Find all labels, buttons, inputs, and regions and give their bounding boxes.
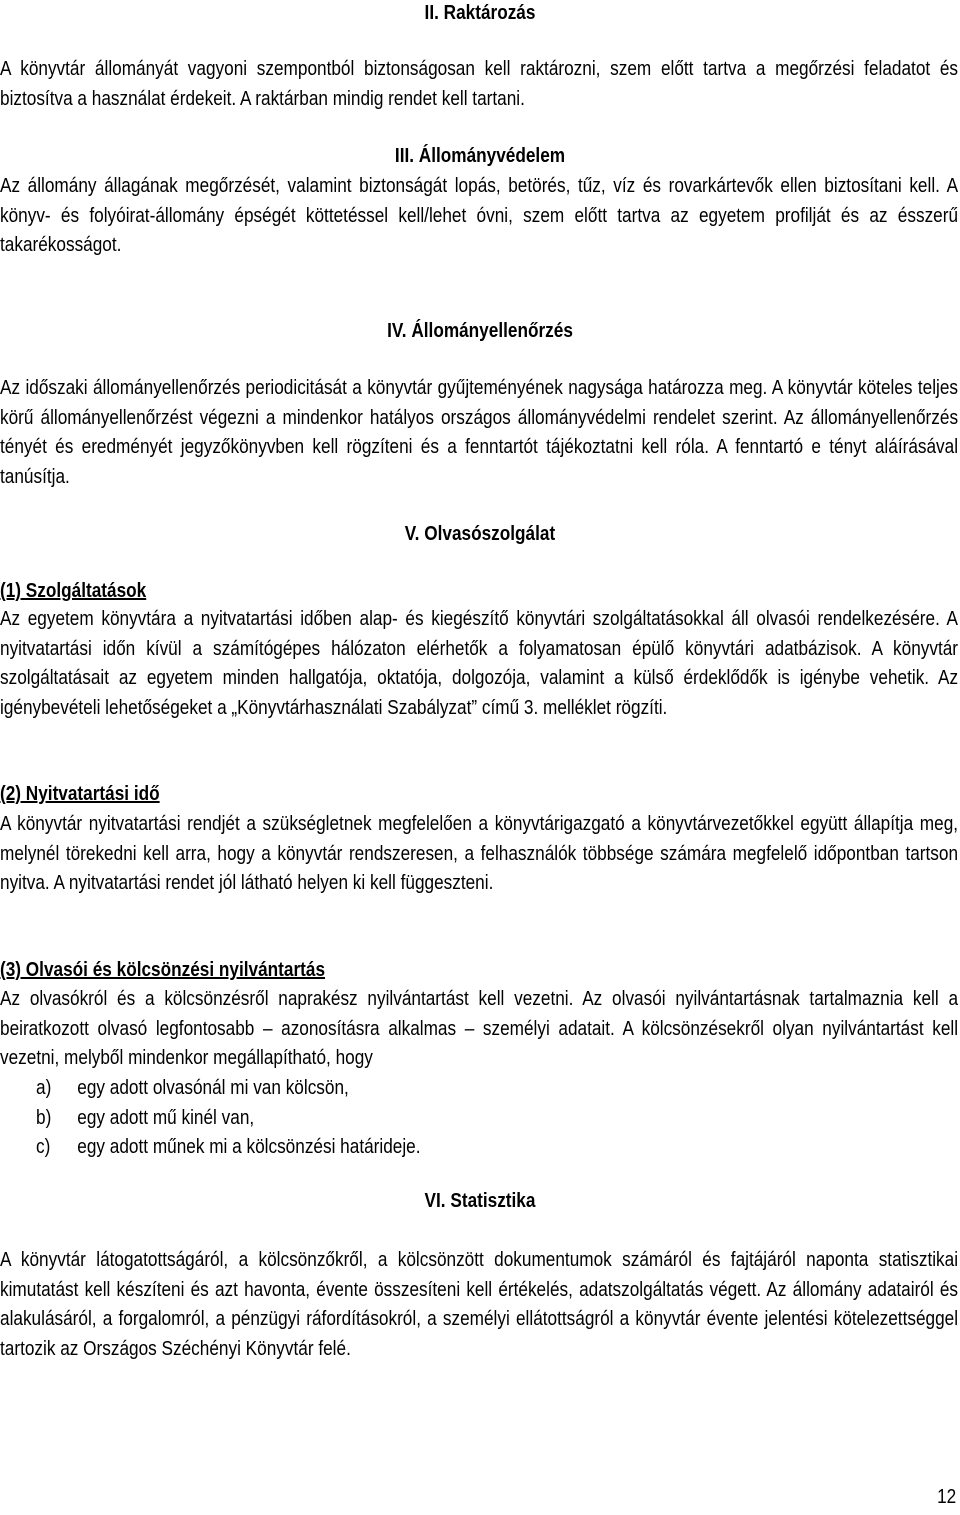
list-item-text: egy adott mű kinél van, xyxy=(77,1106,255,1129)
list-item xyxy=(36,1133,421,1163)
heading-raktarozas: II. Raktározás xyxy=(424,2,536,24)
para-nyilvantartas: Az olvasókról és a kölcsönzésről naprakész nyilvántartást kell vezetni. Az olvasói nyilvántartásnak tartalmaznia kell a beiratkozott olvasó legfontosabb – azonosításra alkalmas – személyi adatait. A kölcsönzésekről olyan nyilvántartást kell vezetni, melyből mindenkor megállapítható, hogy xyxy=(0,988,959,1069)
heading-statisztika: VI. Statisztika xyxy=(424,1190,536,1212)
heading-allomanyvedelem: III. Állományvédelem xyxy=(394,145,566,167)
subheading-nyilvantartas: (3) Olvasói és kölcsönzési nyilvántartás xyxy=(0,959,326,981)
list-item-mark: a) xyxy=(36,1077,52,1099)
heading-olvasoszolgalat: V. Olvasószolgálat xyxy=(404,523,556,545)
list-item xyxy=(36,1104,421,1134)
list-item-text: egy adott olvasónál mi van kölcsön, xyxy=(77,1077,349,1099)
list-item-mark: b) xyxy=(36,1106,52,1129)
para-nyitvatartas: A könyvtár nyitvatartási rendjét a szükségletnek megfelelően a könyvtárigazgató a könyvtárvezetőkkel együtt állapítja meg, melynél törekedni kell arra, hogy a könyvtár rendszeresen, a felhasználók többsége számára megfelelő időpontban tartson nyitva. A nyitvatartási rendet jól látható helyen ki kell függeszteni. xyxy=(0,813,959,894)
page-number: 12 xyxy=(936,1486,956,1508)
subheading-nyitvatartas: (2) Nyitvatartási idő xyxy=(0,783,160,805)
heading-allomanyellenorzes: IV. Állományellenőrzés xyxy=(387,320,573,342)
list-item-text: egy adott műnek mi a kölcsönzési határideje. xyxy=(77,1136,421,1158)
list-item xyxy=(36,1074,421,1104)
para-raktarozas: A könyvtár állományát vagyoni szempontból biztonságosan kell raktározni, szem előtt tartva a megőrzési feladatot és biztosítva a használat érdekeit. A raktárban mindig rendet kell tartani. xyxy=(0,58,959,110)
para-allomanyellenorzes: Az időszaki állományellenőrzés periodicitását a könyvtár gyűjteményének nagysága határozza meg. A könyvtár köteles teljes körű állományellenőrzést végezni a mindenkor hatályos országos állományvédelmi rendelet szerint. Az állományellenőrzés tényét és eredményét jegyzőkönyvben kell rögzíteni és a fenntartót tájékoztatni kell róla. A fenntartó e tényt aláírásával tanúsítja. xyxy=(0,377,959,488)
para-allomanyvedelem: Az állomány állagának megőrzését, valamint biztonságát lopás, betörés, tűz, víz és rovarkártevők ellen biztosítani kell. A könyv- és folyóirat-állomány épségét köttetéssel kell/lehet óvni, szem előtt tartva az egyetem profilját és az ésszerű takarékosságot. xyxy=(0,175,959,256)
list-item-mark: c) xyxy=(36,1136,51,1158)
para-statisztika: A könyvtár látogatottságáról, a kölcsönzőkről, a kölcsönzött dokumentumok számáról és fajtájáról naponta statisztikai kimutatást kell készíteni és azt havonta, évente összesíteni kell értékelés, adatszolgáltatás végett. Az állomány adatairól és alakulásáról, a forgalomról, a pénzügyi ráfordításokról, a személyi ellátottságról a könyvtár évente jelentési kötelezettséggel tartozik az Országos Széchényi Könyvtár felé. xyxy=(0,1249,959,1360)
subheading-szolgaltatasok: (1) Szolgáltatások xyxy=(0,580,147,602)
loan-record-list xyxy=(36,1074,421,1163)
para-szolgaltatasok: Az egyetem könyvtára a nyitvatartási időben alap- és kiegészítő könyvtári szolgáltatásokkal áll olvasói rendelkezésére. A nyitvatartási időn kívül a számítógépes hálózaton elérhetők a folyamatosan épülő könyvtári adatbázisok. A könyvtár szolgáltatásait az egyetem minden hallgatója, oktatója, dolgozója, valamint a külső érdeklődők is igénybe vehetik. Az igénybevételi lehetőségeket a „Könyvtárhasználati Szabályzat” című 3. melléklet rögzíti. xyxy=(0,608,959,719)
